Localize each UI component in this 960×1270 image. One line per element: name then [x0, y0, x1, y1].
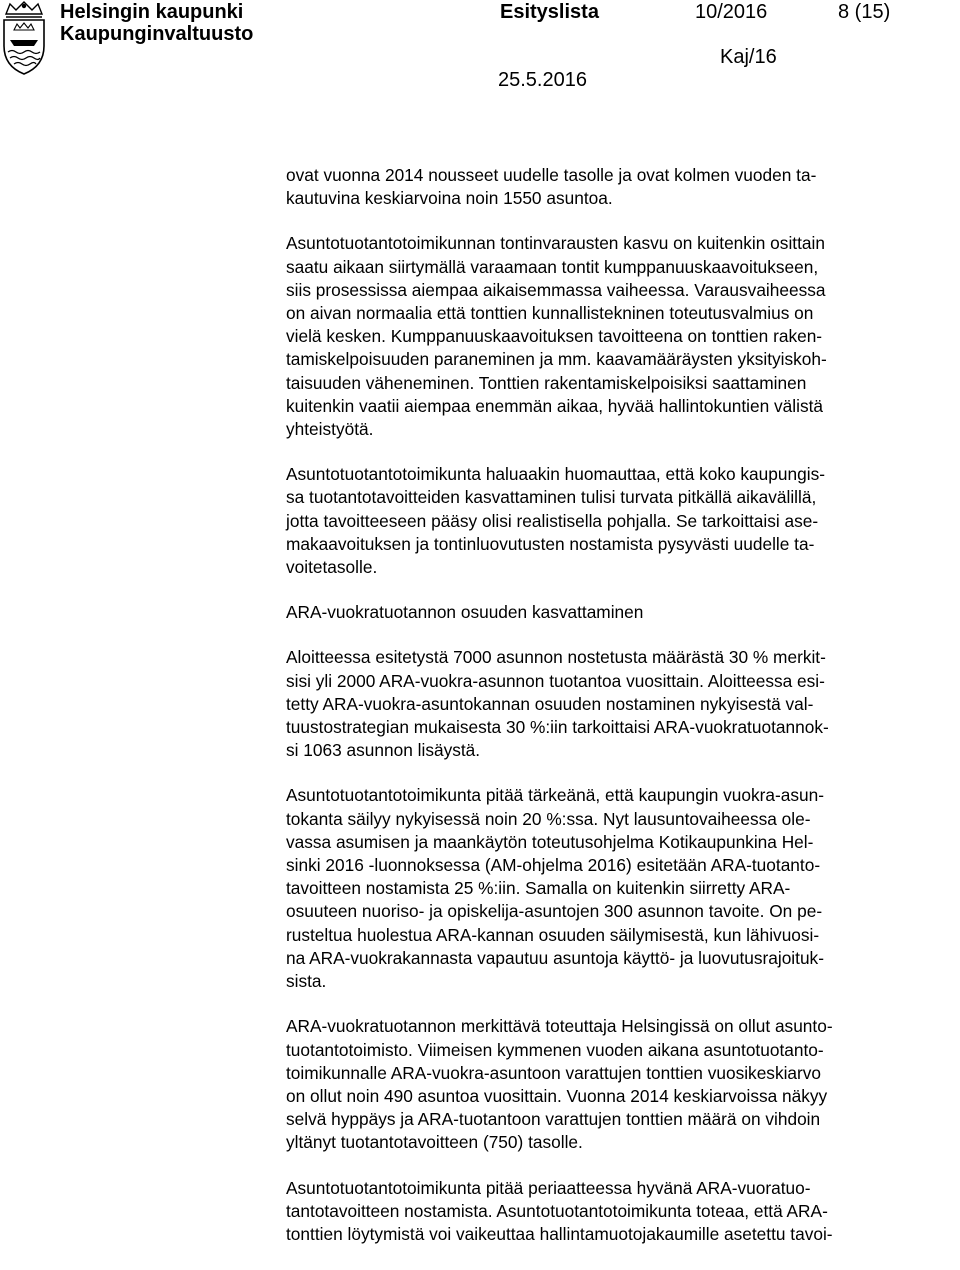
paragraph: [286, 164, 946, 210]
paragraph: [286, 232, 946, 441]
helsinki-crest-icon: [0, 0, 48, 76]
organization-name: Helsingin kaupunki: [60, 1, 244, 23]
document-type: Esityslista: [500, 1, 599, 23]
text-line: vielä kesken. Kumppanuuskaavoituksen tavoitteena on tonttien raken-: [286, 326, 823, 347]
text-line: tavoitteen nostamista 25 %:iin. Samalla on kuitenkin siirretty ARA-: [286, 878, 791, 899]
paragraph: [286, 463, 946, 579]
text-line: Asuntotuotantotoimikunnan tontinvarausten kasvu on kuitenkin osittain: [286, 233, 825, 254]
section-heading: [286, 601, 946, 624]
text-line: Asuntotuotantotoimikunta pitää tärkeänä, että kaupungin vuokra-asun-: [286, 785, 824, 806]
paragraph: [286, 1015, 946, 1154]
text-line: Aloitteessa esitetystä 7000 asunnon nostetusta määrästä 30 % merkit-: [286, 647, 826, 668]
text-line: tuotantotoimisto. Viimeisen kymmenen vuoden aikana asuntotuotanto-: [286, 1039, 824, 1060]
text-line: yltänyt tuotantotavoitteen (750) tasolle.: [286, 1132, 583, 1153]
text-line: siis prosessissa aiempaa aikaisemmassa vaiheessa. Varausvaiheessa: [286, 279, 826, 300]
text-line: tetty ARA-vuokra-asuntokannan osuuden nostaminen nykyisestä val-: [286, 693, 814, 714]
document-date: 25.5.2016: [498, 69, 587, 91]
text-line: makaavoituksen ja tontinluovutusten nostamista pysyvästi uudelle ta-: [286, 533, 815, 554]
text-line: saatu aikaan siirtymällä varaamaan tontit kumppanuuskaavoitukseen,: [286, 256, 819, 277]
text-line: Asuntotuotantotoimikunta haluaakin huomauttaa, että koko kaupungis-: [286, 464, 825, 485]
text-line: tuustostrategian mukaisesta 30 %:iin tarkoittaisi ARA-vuokratuotannok-: [286, 717, 829, 738]
text-line: sinki 2016 -luonnoksessa (AM-ohjelma 2016) esitetään ARA-tuotanto-: [286, 855, 821, 876]
paragraph: [286, 784, 946, 993]
text-line: kuitenkin vaatii aiempaa enemmän aikaa, hyvää hallintokuntien välistä: [286, 395, 823, 416]
text-line: toimikunnalle ARA-vuokra-asuntoon varattujen tonttien vuosikeskiarvo: [286, 1062, 822, 1083]
case-identifier: Kaj/16: [720, 46, 777, 68]
text-line: ovat vuonna 2014 nousseet uudelle tasolle ja ovat kolmen vuoden ta-: [286, 165, 817, 185]
document-number: 10/2016: [695, 1, 768, 23]
text-line: Asuntotuotantotoimikunta pitää periaatteessa hyvänä ARA-vuoratuo-: [286, 1177, 811, 1198]
text-line: si 1063 asunnon lisäystä.: [286, 740, 481, 761]
text-line: jotta tavoitteeseen pääsy olisi realistisella pohjalla. Se tarkoittaisi ase-: [286, 510, 819, 531]
text-line: taisuuden väheneminen. Tonttien rakentamiskelpoisiksi saattaminen: [286, 372, 807, 393]
text-line: na ARA-vuokrakannasta vapautuu asuntoja käyttö- ja luovutusrajoituk-: [286, 947, 824, 968]
text-line: tonttien löytymistä voi vaikeuttaa hallintamuotojakaumille asetettu tavoi-: [286, 1223, 833, 1244]
text-line: sista.: [286, 971, 327, 992]
text-line: tantotavoitteen nostamista. Asuntotuotantotoimikunta toteaa, että ARA-: [286, 1200, 828, 1221]
text-line: voitetasolle.: [286, 557, 378, 578]
text-line: osuuteen nuoriso- ja opiskelija-asuntojen 300 asunnon tavoite. On pe-: [286, 901, 823, 922]
paragraph: [286, 646, 946, 762]
text-line: tamiskelpoisuuden paraneminen ja mm. kaavamääräysten yksityiskoh-: [286, 349, 827, 370]
document-body: [286, 164, 946, 1246]
paragraph: [286, 1177, 946, 1247]
text-line: sisi yli 2000 ARA-vuokra-asunnon tuotantoa vuosittain. Aloitteessa esi-: [286, 670, 825, 691]
text-line: kautuvina keskiarvoina noin 1550 asuntoa.: [286, 188, 613, 209]
page-number: 8 (15): [838, 1, 891, 23]
text-line: rusteltua huolestua ARA-kannan osuuden säilymisestä, kun lähivuosi-: [286, 924, 820, 945]
text-line: on ollut noin 490 asuntoa vuosittain. Vuonna 2014 keskiarvoissa näkyy: [286, 1085, 828, 1106]
text-line: tokanta säilyy nykyisessä noin 20 %:ssa. Nyt lausuntovaiheessa ole-: [286, 808, 811, 829]
text-line: vassa asumisen ja maankäytön toteutusohjelma Kotikaupunkina Hel-: [286, 831, 814, 852]
heading-text: ARA-vuokratuotannon osuuden kasvattaminen: [286, 602, 644, 623]
council-name: Kaupunginvaltuusto: [60, 23, 254, 45]
text-line: ARA-vuokratuotannon merkittävä toteuttaja Helsingissä on ollut asunto-: [286, 1016, 833, 1037]
text-line: yhteistyötä.: [286, 419, 374, 440]
text-line: selvä hyppäys ja ARA-tuotantoon varattujen tonttien määrä on vihdoin: [286, 1109, 821, 1130]
text-line: sa tuotantotavoitteiden kasvattaminen tulisi turvata pitkällä aikavälillä,: [286, 487, 817, 508]
text-line: on aivan normaalia että tonttien kunnallistekninen toteutusvalmius on: [286, 303, 814, 324]
